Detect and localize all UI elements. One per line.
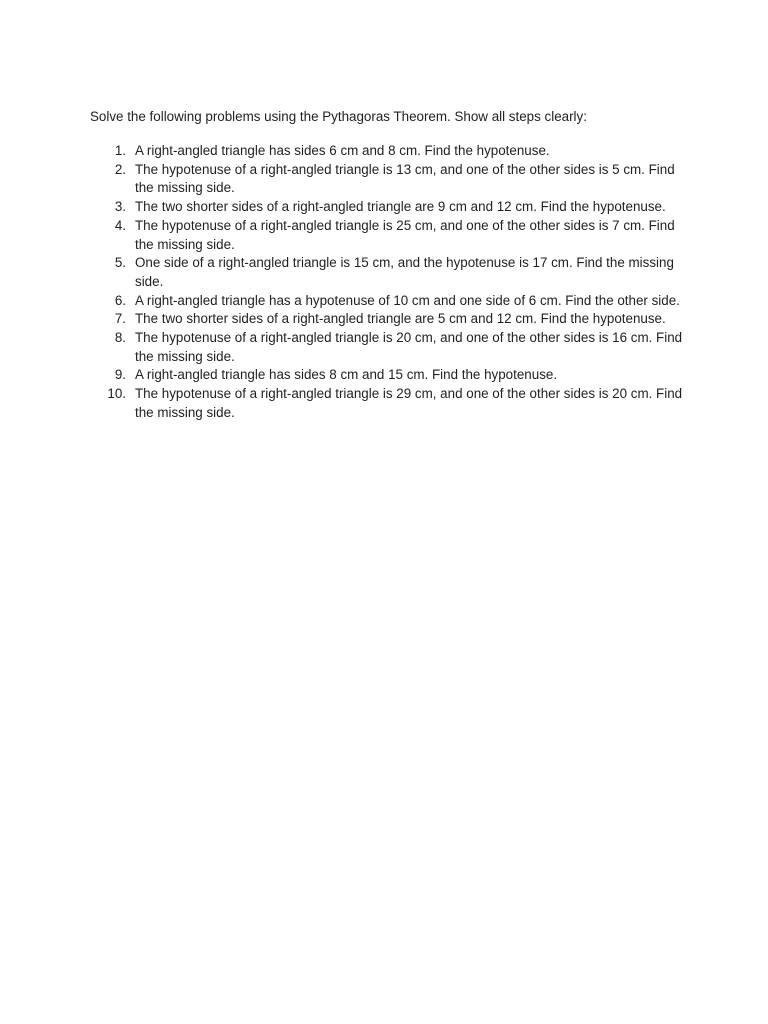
problem-text: A right-angled triangle has a hypotenuse of 10 cm and one side of 6 cm. Find the other side. (135, 292, 680, 308)
problem-item-5 (90, 254, 690, 291)
problem-item-10 (90, 385, 690, 422)
problem-list (90, 142, 690, 423)
problem-number: 10. (107, 386, 126, 402)
problem-number: 3. (114, 199, 126, 215)
problem-item-8 (90, 329, 690, 366)
problem-text: The two shorter sides of a right-angled triangle are 5 cm and 12 cm. Find the hypotenuse. (135, 311, 666, 327)
problem-item-2 (90, 161, 690, 198)
problem-item-3 (90, 198, 690, 217)
problem-number: 9. (114, 367, 126, 383)
problem-text: The hypotenuse of a right-angled triangle is 25 cm, and one of the other sides is 7 cm. Find the missing side. (135, 217, 675, 252)
problem-item-7 (90, 310, 690, 329)
problem-text: A right-angled triangle has sides 6 cm and 8 cm. Find the hypotenuse. (135, 143, 550, 158)
problem-text: One side of a right-angled triangle is 15 cm, and the hypotenuse is 17 cm. Find the missing side. (135, 255, 674, 289)
problem-item-9 (90, 366, 690, 385)
problem-text: The two shorter sides of a right-angled triangle are 9 cm and 12 cm. Find the hypotenuse. (135, 199, 666, 215)
problem-number: 4. (114, 217, 126, 233)
problem-text: The hypotenuse of a right-angled triangle is 13 cm, and one of the other sides is 5 cm. Find the missing side. (135, 161, 675, 196)
problem-number: 8. (114, 330, 126, 346)
problem-number: 6. (114, 292, 126, 308)
problem-item-4 (90, 217, 690, 254)
problem-number: 7. (114, 311, 126, 327)
problem-number: 5. (114, 255, 126, 271)
instructions-text: Solve the following problems using the Pythagoras Theorem. Show all steps clearly: (90, 109, 587, 124)
problem-number: 1. (114, 143, 126, 158)
problem-number: 2. (114, 161, 126, 177)
problem-item-6 (90, 292, 690, 311)
problem-text: The hypotenuse of a right-angled triangle is 29 cm, and one of the other sides is 20 cm. Find the missing side. (135, 386, 683, 420)
problem-item-1 (90, 142, 690, 161)
problem-text: A right-angled triangle has sides 8 cm and 15 cm. Find the hypotenuse. (135, 367, 558, 383)
problem-text: The hypotenuse of a right-angled triangle is 20 cm, and one of the other sides is 16 cm. Find the missing side. (135, 330, 683, 364)
